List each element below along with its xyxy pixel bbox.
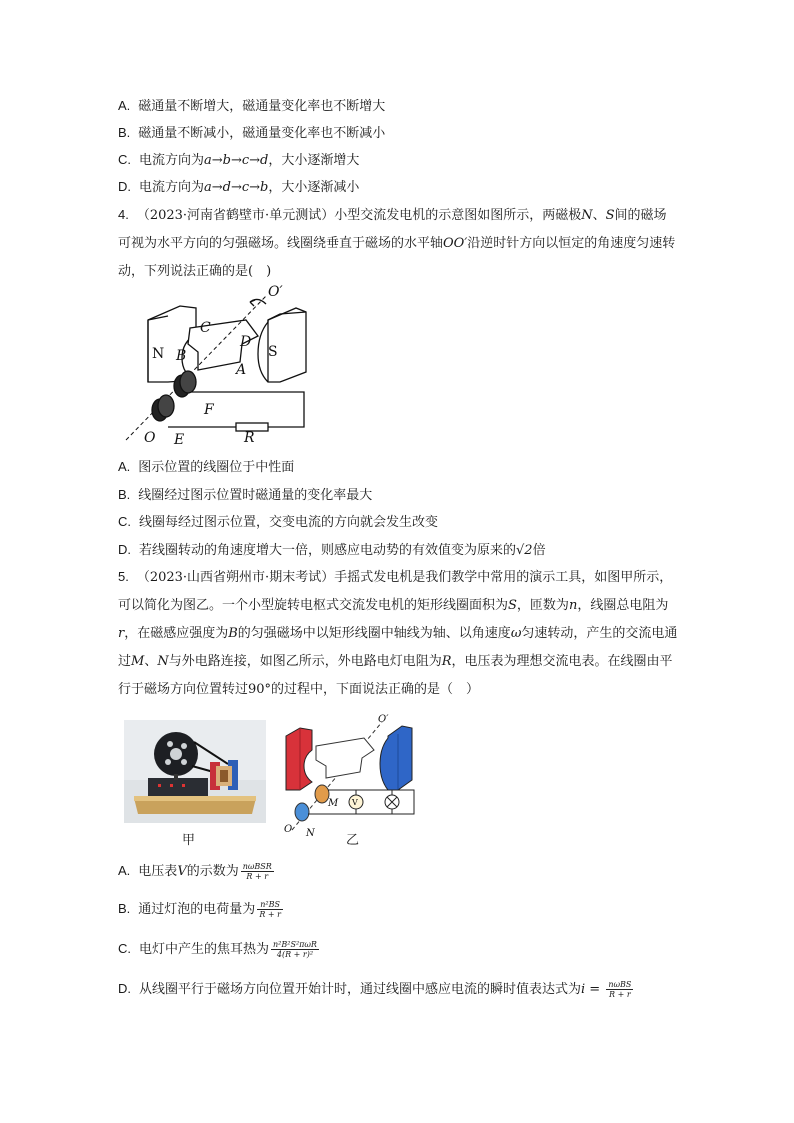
option-label: D. xyxy=(118,179,131,194)
figure-caption-yi: 乙 xyxy=(346,833,360,848)
q4-generator-figure xyxy=(118,282,318,447)
stem-math: M xyxy=(131,654,145,669)
stem-math: S xyxy=(508,598,517,613)
denominator: R + r xyxy=(246,872,269,881)
fraction xyxy=(271,940,319,959)
option-label: C. xyxy=(118,152,131,167)
fraction xyxy=(606,980,633,999)
label-s: S xyxy=(268,344,278,360)
label-o: O xyxy=(284,824,293,835)
q5-option-b xyxy=(118,900,283,919)
stem-text: 、 xyxy=(592,208,606,223)
option-math: √2 xyxy=(516,543,533,558)
q5-stem xyxy=(118,563,678,704)
option-label: A. xyxy=(118,98,131,113)
stem-math: S xyxy=(605,208,615,223)
stem-text: 间的磁场可视为水平方向的匀强磁场。线圈绕垂直于磁场的水平轴 xyxy=(118,208,667,251)
option-text: 图示位置的线圈位于中性面 xyxy=(138,460,295,475)
option-text: 磁通量不断减小，磁通量变化率也不断减小 xyxy=(138,126,386,141)
stem-math: n xyxy=(568,598,578,613)
denominator: 4(R + r)² xyxy=(276,950,314,959)
option-text: ，大小逐渐减小 xyxy=(268,180,360,195)
label-o-prime: O′ xyxy=(268,284,283,300)
numerator: nωBSR xyxy=(242,862,272,871)
option-math: a→d→c→b xyxy=(204,180,269,195)
label-f: F xyxy=(204,402,214,418)
option-text: 倍 xyxy=(532,543,546,558)
q5-photo-hand-generator xyxy=(124,720,266,823)
option-label: B. xyxy=(118,901,131,916)
label-o: O xyxy=(144,430,156,446)
stem-text: 匀速转动，产生的交流电通过 xyxy=(118,626,678,669)
option-text: 电流方向为 xyxy=(139,153,205,168)
option-text: 电灯中产生的焦耳热为 xyxy=(139,942,270,957)
option-text: 电流方向为 xyxy=(139,180,205,195)
q5-option-d xyxy=(118,980,633,999)
q3-option-d xyxy=(118,178,359,197)
option-text: 电压表 xyxy=(138,864,178,879)
question-source: （2023·河南省鹤壁市·单元测试） xyxy=(136,208,335,223)
label-b: B xyxy=(176,348,187,364)
stem-text: ，匝数为 xyxy=(516,598,569,613)
label-r: R xyxy=(244,430,255,446)
option-text: 若线圈转动的角速度增大一倍，则感应电动势的有效值变为原来的 xyxy=(139,543,517,558)
q4-option-c xyxy=(118,513,438,532)
stem-text: 、 xyxy=(144,654,158,669)
stem-math: ω xyxy=(510,626,522,641)
option-math: V xyxy=(177,864,187,879)
stem-math: R xyxy=(441,654,452,669)
label-d: D xyxy=(240,334,252,350)
numerator: nωBS xyxy=(608,980,632,989)
option-text: 线圈经过图示位置时磁通量的变化率最大 xyxy=(138,488,373,503)
option-text: ，大小逐渐增大 xyxy=(268,153,360,168)
option-math: a→b→c→d xyxy=(204,153,269,168)
stem-text: ，在磁感应强度为 xyxy=(124,626,229,641)
stem-text: 小型交流发电机的示意图如图所示，两磁极 xyxy=(334,208,582,223)
question-number: 5. xyxy=(118,569,129,584)
q5-option-c xyxy=(118,940,319,959)
q4-option-b xyxy=(118,486,372,505)
q3-option-c xyxy=(118,151,359,170)
label-o-prime: O′ xyxy=(378,714,389,725)
fraction xyxy=(257,900,283,919)
q4-option-d xyxy=(118,541,546,560)
option-label: C. xyxy=(118,514,131,529)
figure-caption-jia: 甲 xyxy=(182,833,196,848)
stem-math: N xyxy=(157,654,169,669)
q5-option-a xyxy=(118,862,274,881)
option-label: D. xyxy=(118,981,131,996)
option-text: 线圈每经过图示位置，交变电流的方向就会发生改变 xyxy=(139,515,439,530)
q5-generator-diagram xyxy=(282,710,422,838)
option-text: 磁通量不断增大，磁通量变化率也不断增大 xyxy=(138,99,386,114)
stem-math: N xyxy=(581,208,593,223)
stem-math: OO′ xyxy=(443,236,468,251)
label-voltmeter: V xyxy=(352,798,358,807)
stem-math: r xyxy=(118,626,125,641)
fraction xyxy=(241,862,274,881)
question-source: （2023·山西省朔州市·期末考试） xyxy=(136,570,335,585)
option-text: 通过灯泡的电荷量为 xyxy=(138,902,256,917)
label-n: N xyxy=(152,346,165,362)
stem-math: B xyxy=(228,626,238,641)
numerator: n²BS xyxy=(257,900,283,910)
stem-text: 手摇式发电机是我们教学中常用的演示工具，如图甲所示，可以简化为图乙。一个小型旋转电枢式交流发电机的矩形线圈面积为 xyxy=(118,570,673,613)
option-label: A. xyxy=(118,459,131,474)
stem-text: ，线圈总电阻为 xyxy=(577,598,669,613)
stem-text: ，电压表为理想交流电表。在线圈由平行于磁场方向位置转过90°的过程中，下面说法正确的是（ ） xyxy=(118,654,673,697)
numerator: n²B²S²πωR xyxy=(273,940,317,949)
denominator: R + r xyxy=(609,990,631,999)
label-a: A xyxy=(236,362,247,378)
q4-stem xyxy=(118,201,678,286)
label-c: C xyxy=(200,320,211,336)
q3-option-a xyxy=(118,97,385,116)
label-e: E xyxy=(174,432,185,447)
option-label: B. xyxy=(118,125,131,140)
stem-text: 沿逆时针方向以恒定的角速度匀速转动，下列说法正确的是( ) xyxy=(118,236,676,279)
stem-text: 与外电路连接，如图乙所示，外电路电灯电阻为 xyxy=(168,654,442,669)
option-label: D. xyxy=(118,542,131,557)
option-text: 的示数为 xyxy=(186,864,239,879)
option-math: i = xyxy=(581,982,605,997)
option-label: C. xyxy=(118,941,131,956)
denominator: R + r xyxy=(259,910,281,919)
question-number: 4. xyxy=(118,207,129,222)
stem-text: 的匀强磁场中以矩形线圈中轴线为轴、以角速度 xyxy=(237,626,511,641)
option-label: B. xyxy=(118,487,131,502)
option-text: 从线圈平行于磁场方向位置开始计时，通过线圈中感应电流的瞬时值表达式为 xyxy=(139,982,582,997)
q4-option-a xyxy=(118,458,294,477)
option-label: A. xyxy=(118,863,131,878)
label-m: M xyxy=(328,798,339,809)
q3-option-b xyxy=(118,124,385,143)
label-n: N xyxy=(306,828,315,838)
